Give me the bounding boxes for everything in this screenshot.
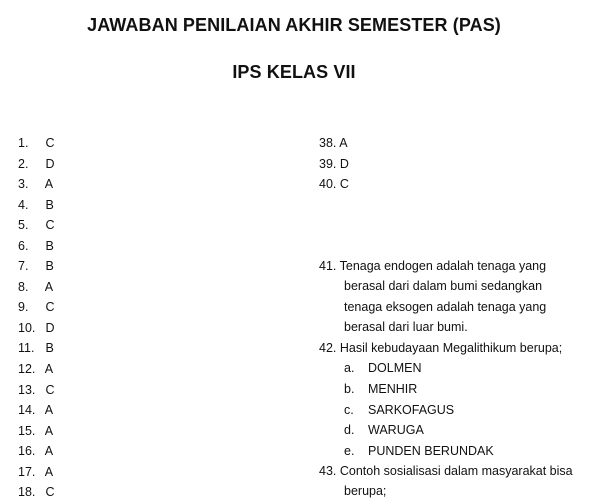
answer-number: 7. (18, 259, 29, 274)
essay-41-line: berasal dari dalam bumi sedangkan (344, 279, 543, 294)
answer-item (18, 400, 55, 421)
option-item (319, 379, 562, 400)
answer-item (18, 277, 55, 298)
answer-number: 15. (18, 423, 36, 438)
option-text: WARUGA (368, 423, 424, 438)
option-text: PUNDEN BERUNDAK (368, 443, 494, 458)
option-item (319, 441, 562, 462)
answer-number: 10. (18, 320, 36, 335)
answer-item (18, 482, 55, 503)
answer-number: 13. (18, 382, 36, 397)
answer-item (18, 338, 55, 359)
answer-letter: B (45, 197, 54, 212)
option-text: SARKOFAGUS (368, 402, 455, 417)
essay-42-options (319, 358, 562, 461)
answer-number: 6. (18, 238, 29, 253)
answer-item (18, 421, 55, 442)
answer-item (319, 174, 349, 195)
answer-number: 12. (18, 362, 36, 377)
answer-letter: B (45, 259, 54, 274)
answer-item (18, 215, 55, 236)
answer-number: 1. (18, 136, 29, 150)
answer-list-right (319, 133, 349, 195)
answer-letter: C (339, 177, 349, 192)
answer-list-left (18, 133, 55, 503)
option-letter: c. (344, 402, 354, 417)
answer-number: 14. (18, 403, 36, 418)
option-letter: a. (344, 361, 355, 376)
answer-letter: A (44, 177, 54, 192)
answer-number: 4. (18, 197, 29, 212)
answer-number: 38. (319, 136, 337, 150)
answer-number: 9. (18, 300, 29, 315)
answer-item (18, 359, 55, 380)
answer-letter: A (44, 362, 54, 377)
answer-item (319, 133, 349, 154)
answer-number: 17. (18, 464, 36, 479)
answer-letter: B (45, 238, 54, 253)
option-letter: d. (344, 423, 355, 438)
answer-letter: A (44, 279, 54, 294)
essay-42-question: 42. Hasil kebudayaan Megalithikum berupa; (319, 341, 563, 355)
answer-letter: A (339, 136, 348, 150)
essay-41-question: 41. Tenaga endogen adalah tenaga yang (319, 259, 547, 273)
answer-number: 39. (319, 156, 337, 171)
answer-item (18, 297, 55, 318)
option-letter: b. (344, 381, 355, 396)
answer-item (319, 154, 349, 175)
answer-letter: D (339, 156, 349, 171)
answer-letter: A (44, 444, 54, 459)
answer-item (18, 318, 55, 339)
essay-43 (319, 461, 573, 502)
answer-number: 11. (18, 341, 35, 356)
essay-43-question: 43. Contoh sosialisasi dalam masyarakat bisa (319, 464, 573, 478)
answer-number: 18. (18, 485, 36, 500)
essay-41-line: tenaga eksogen adalah tenaga yang (344, 299, 547, 314)
answer-item (18, 174, 55, 195)
answer-item (18, 236, 55, 257)
essay-43-line: berupa; (344, 484, 387, 499)
answer-letter: A (44, 403, 54, 418)
answer-letter: A (44, 464, 54, 479)
answer-item (18, 195, 55, 216)
document-subtitle: IPS KELAS VII (232, 62, 356, 82)
answer-number: 40. (319, 177, 337, 192)
answer-letter: C (45, 300, 55, 315)
essay-41 (319, 256, 546, 338)
option-item (319, 400, 562, 421)
answer-letter: C (45, 485, 55, 500)
answer-letter: B (45, 341, 54, 356)
answer-item (18, 154, 55, 175)
document-title: JAWABAN PENILAIAN AKHIR SEMESTER (PAS) (87, 15, 501, 35)
answer-letter: A (44, 423, 54, 438)
answer-number: 8. (18, 279, 29, 294)
answer-number: 2. (18, 156, 29, 171)
essay-42 (319, 338, 562, 461)
option-text: DOLMEN (368, 361, 422, 376)
answer-item (18, 441, 55, 462)
option-letter: e. (344, 443, 355, 458)
option-item (319, 358, 562, 379)
answer-letter: C (45, 136, 55, 150)
essay-41-line: berasal dari luar bumi. (344, 320, 468, 335)
answer-item (18, 133, 55, 154)
answer-letter: C (45, 382, 55, 397)
option-text: MENHIR (368, 381, 418, 396)
answer-letter: D (45, 320, 55, 335)
answer-item (18, 462, 55, 483)
answer-letter: D (45, 156, 55, 171)
answer-number: 16. (18, 444, 36, 459)
answer-item (18, 380, 55, 401)
option-item (319, 420, 562, 441)
answer-item (18, 256, 55, 277)
answer-number: 5. (18, 218, 29, 233)
answer-number: 3. (18, 177, 29, 192)
answer-letter: C (45, 218, 55, 233)
